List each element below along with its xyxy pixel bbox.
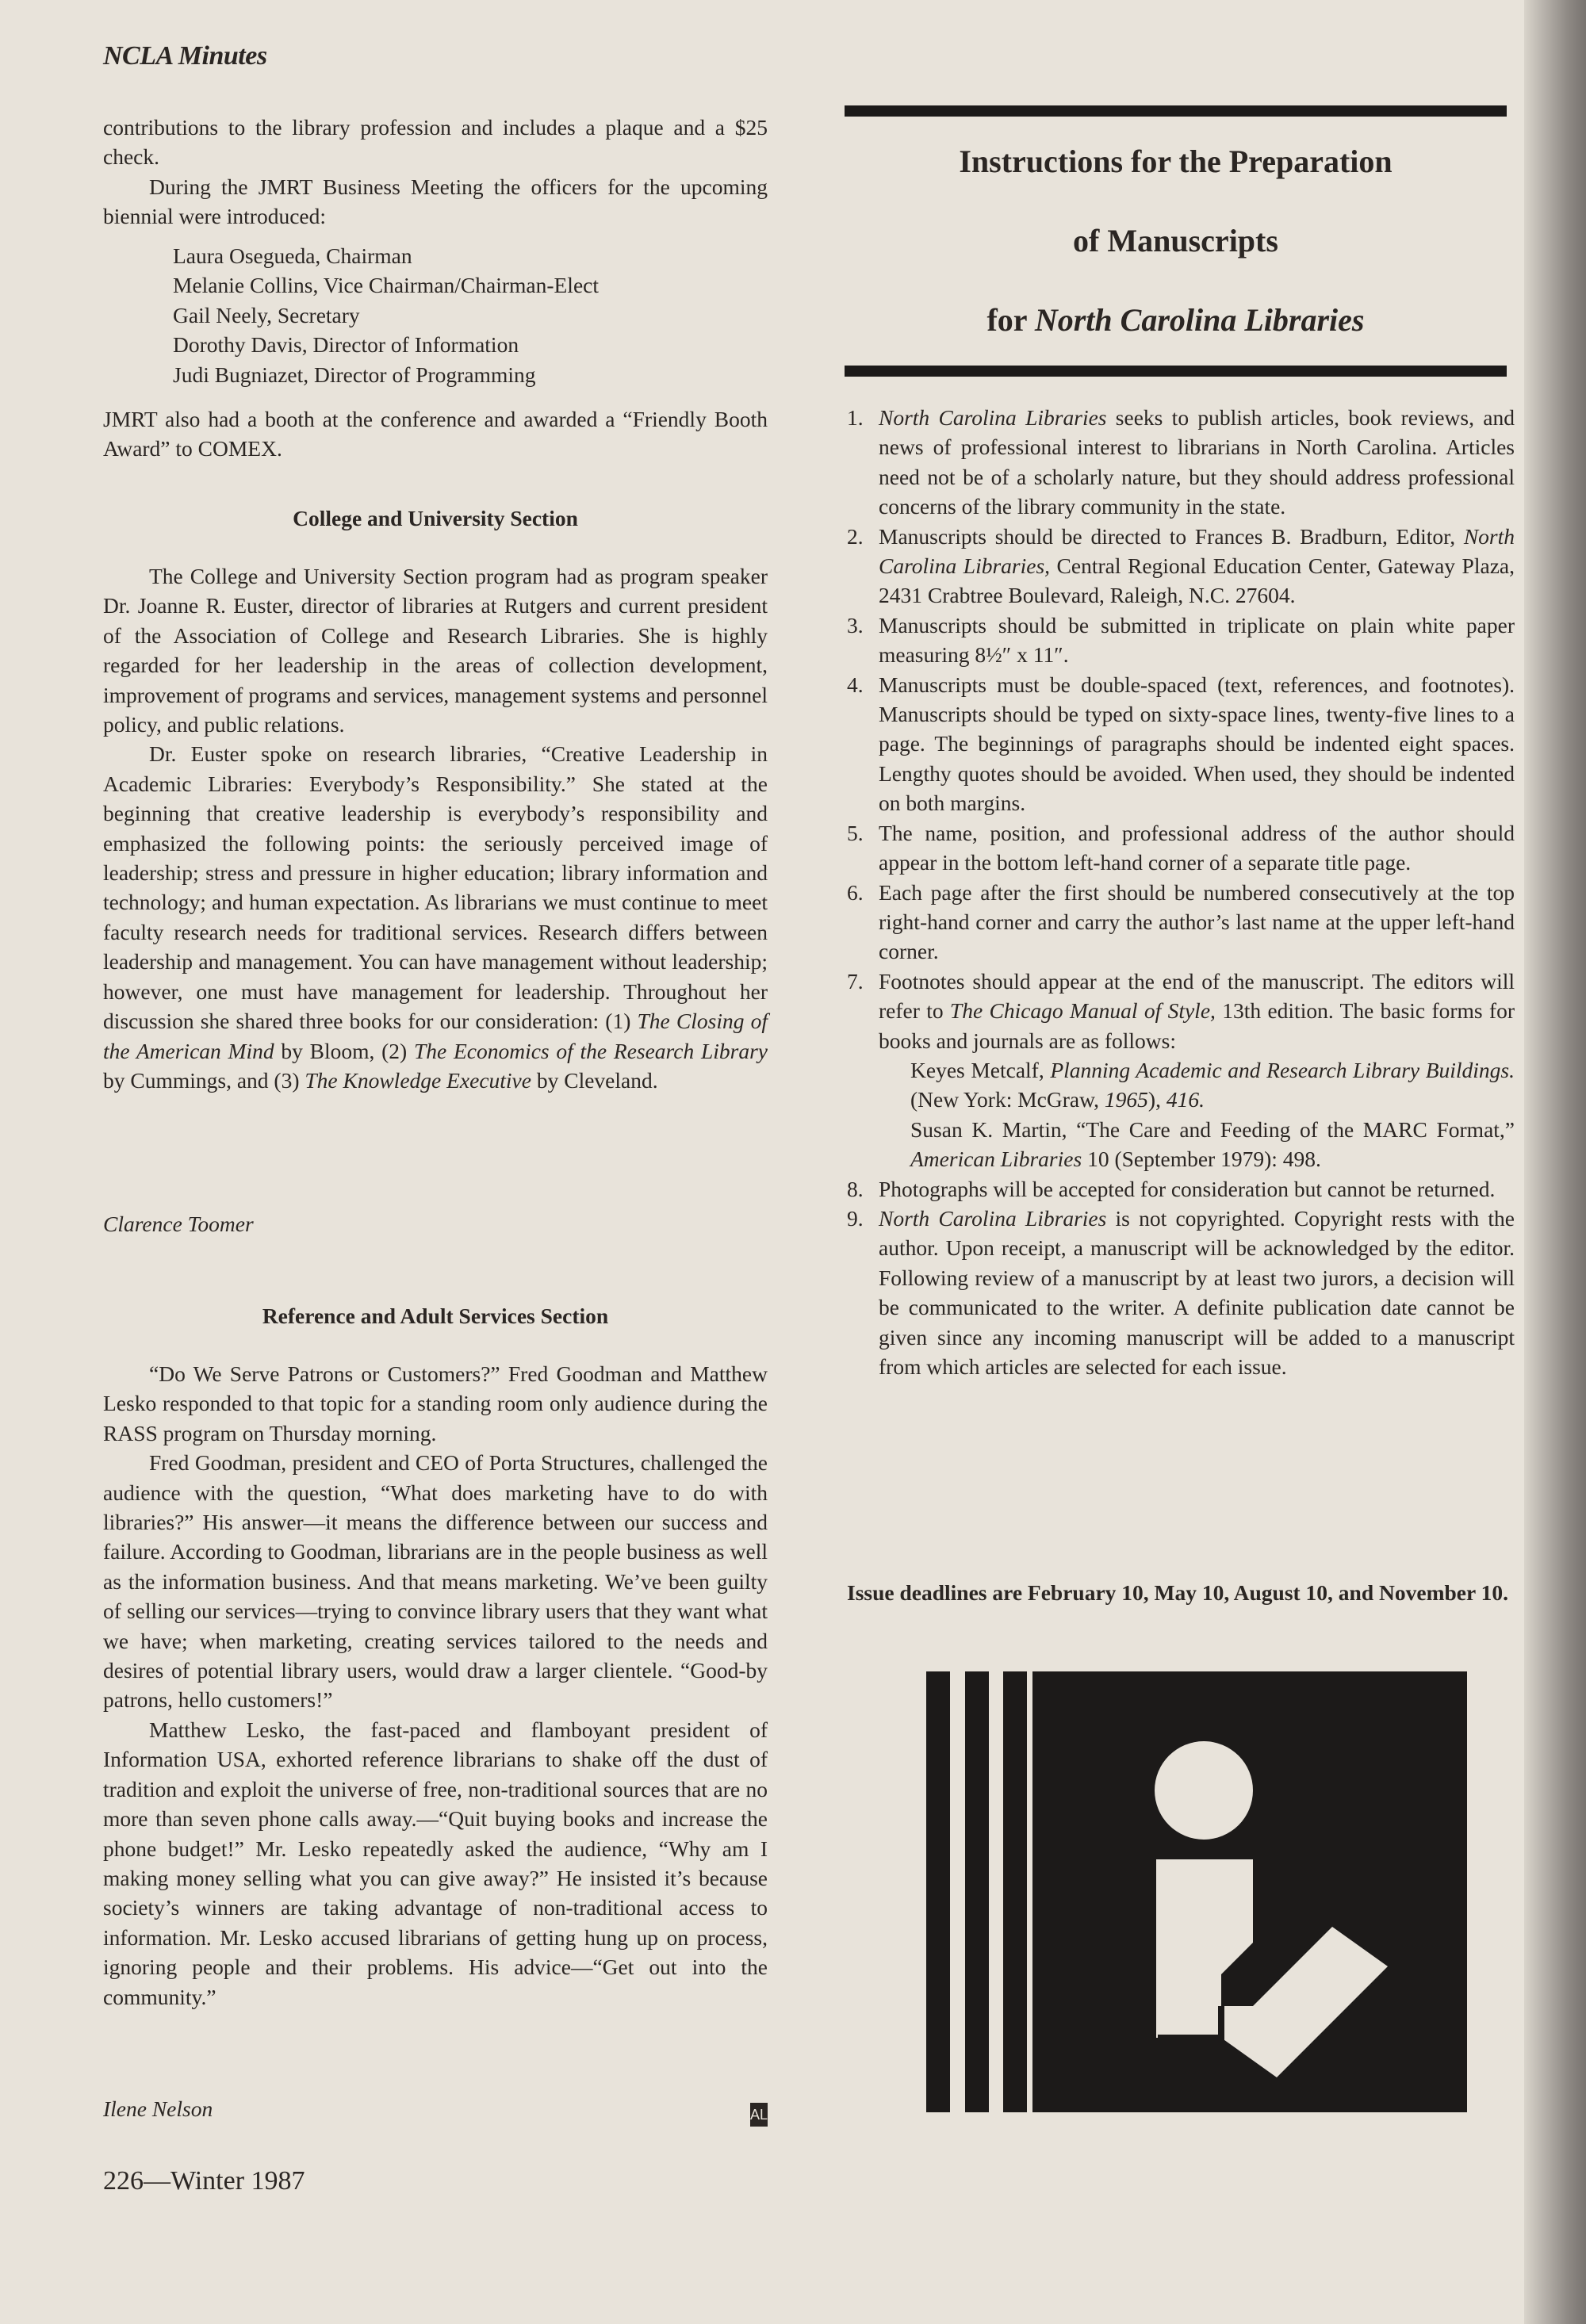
paragraph: [103, 739, 768, 1095]
text-run: Central Regional Education Center, Gateway Plaza, 2431 Crabtree Boulevard, Raleigh, N.C. 27604.: [879, 553, 1515, 608]
italic-text: Planning Academic and Research Library Buildings.: [1050, 1057, 1515, 1082]
item-text: [879, 611, 1515, 670]
item-number: 8.: [847, 1176, 864, 1201]
text-run: “Do We Serve Patrons or Customers?” Fred Goodman and Matthew Lesko responded to that topic for a standing room only audience during the RASS program on Thursday morning.: [103, 1361, 768, 1445]
title-line-1: Instructions for the Preparation: [959, 144, 1393, 179]
title-line-2: of Manuscripts: [1073, 223, 1278, 258]
item-text: [879, 818, 1515, 878]
italic-text: The Closing of the American Mind: [103, 1009, 768, 1063]
instruction-item: [847, 522, 1515, 611]
section-heading-college: College and University Section: [293, 506, 578, 530]
text-run: JMRT also had a booth at the conference and awarded a “Friendly Booth Award” to COMEX.: [103, 407, 768, 461]
paragraph: [103, 172, 768, 232]
text-run: Matthew Lesko, the fast-paced and flamboyant president of Information USA, exhorted reference librarians to shake off the dust of tradition and exploit the universe of free, non-traditional sources that are no more than seven phone calls away.—“Quit buying books and increase the phone budget!” Mr. Lesko repeatedly asked the audience, “Why am I making money selling what you can give away?” He insisted it’s because society’s winners are taking advantage of non-traditional access to information. Mr. Lesko accused librarians of getting hung up on process, ignoring people and their problems. His advice—“Get out into the community.”: [103, 1717, 768, 2009]
instruction-item: [847, 403, 1515, 522]
item-number: 3.: [847, 612, 864, 637]
item-number: 1.: [847, 405, 864, 430]
paragraph: [103, 1359, 768, 1448]
instructions-list: [847, 403, 1515, 1381]
italic-text: North Carolina Libraries: [879, 405, 1107, 430]
library-information-logo-icon: [920, 1665, 1475, 2117]
text-run: seeks to publish articles, book reviews, and news of professional interest to librarians in North Carolina. Articles need not be of a scholarly nature, but they should address professional concerns of the library community in the state.: [879, 405, 1515, 519]
italic-text: North Carolina Libraries: [879, 1205, 1107, 1231]
running-head: NCLA Minutes: [103, 41, 267, 71]
logo-head: [1155, 1741, 1253, 1840]
paragraph: [103, 1715, 768, 2012]
item-number: 2.: [847, 523, 864, 549]
text-run: Fred Goodman, president and CEO of Porta Structures, challenged the audience with the question, “What does marketing have to do with libraries?” His answer—it means the difference between our success and failure. According to Goodman, librarians are in the people business as well as the information business. And that means marketing. We’ve been guilty of selling our services—trying to convince library users that they want what we have; when marketing, creating services tailored to the needs and desires of potential library users, would draw a larger clientele. “Good-by patrons, hello customers!”: [103, 1450, 768, 1713]
jmrt-booth: [103, 404, 768, 464]
text-run: Manuscripts must be double-spaced (text, references, and footnotes). Manuscripts should be typed on sixty-space lines, twenty-five lines to a page. The beginnings of paragraphs should be indented eight spaces. Lengthy quotes should be avoided. When used, they should be indented on both margins.: [879, 672, 1515, 816]
italic-text: 1965: [1104, 1087, 1148, 1112]
title-journal-name: North Carolina Libraries: [1034, 302, 1365, 338]
instruction-item: [847, 611, 1515, 670]
paragraph: [103, 561, 768, 739]
text-run: is not copyrighted. Copyright rests with the author. Upon receipt, a manuscript will be acknowledged by the editor. Following review of a manuscript by at least two jurors, a decision will be communicated to the writer. A definite publication date cannot be given since any incoming manuscript will be added to a manuscript from which articles are selected for each issue.: [879, 1205, 1515, 1379]
text-run: 10 (September 1979): 498.: [1082, 1147, 1321, 1172]
text-run: The name, position, and professional address of the author should appear in the bottom left-hand corner of a separate title page.: [879, 820, 1515, 875]
instruction-item: [847, 1174, 1515, 1204]
officer: Judi Bugniazet, Director of Programming: [173, 362, 536, 387]
officer: Gail Neely, Secretary: [173, 302, 360, 327]
instruction-item: [847, 670, 1515, 818]
text-run: Susan K. Martin, “The Care and Feeding of the MARC Format,”: [910, 1116, 1515, 1142]
italic-text: The Economics of the Research Library: [413, 1038, 768, 1063]
citation-example: [879, 1055, 1515, 1115]
officer: Melanie Collins, Vice Chairman/Chairman-Elect: [173, 273, 600, 298]
logo-bar: [965, 1671, 989, 2112]
italic-text: American Libraries: [910, 1147, 1082, 1172]
section-heading-reference: Reference and Adult Services Section: [262, 1304, 609, 1328]
item-number: 7.: [847, 968, 864, 994]
item-text: [879, 1204, 1515, 1381]
text-run: During the JMRT Business Meeting the officers for the upcoming biennial were introduced:: [103, 174, 768, 229]
text-run: 13th edition. The basic forms for books and journals are as follows:: [879, 998, 1515, 1053]
paragraph: [103, 1448, 768, 1715]
text-run: The College and University Section program had as program speaker Dr. Joanne R. Euster, director of libraries at Rutgers and current president of the Association of College and Research Libraries. She is highly regarded for her leadership in the areas of collection development, improvement of programs and services, management systems and personnel policy, and public relations.: [103, 564, 768, 737]
instruction-item: [847, 1204, 1515, 1381]
text-run: contributions to the library profession and includes a plaque and a $25 check.: [103, 115, 768, 170]
text-run: by Bloom, (2): [274, 1038, 414, 1063]
paragraph: [103, 404, 768, 464]
item-text: [879, 522, 1515, 611]
officer: Dorothy Davis, Director of Information: [173, 332, 519, 358]
text-run: by Cleveland.: [531, 1067, 658, 1093]
item-text: [879, 878, 1515, 967]
text-run: Each page after the first should be numbered consecutively at the top right-hand corner and carry the author’s last name at the upper left-hand corner.: [879, 879, 1515, 964]
bottom-rule: [845, 366, 1507, 377]
signature-reference: Ilene Nelson: [103, 2096, 213, 2121]
text-run: Keyes Metcalf,: [910, 1057, 1051, 1082]
text-run: (New York: McGraw,: [910, 1087, 1105, 1112]
title-prefix: for: [986, 302, 1035, 338]
american-libraries-mark: AL: [750, 2103, 768, 2127]
citation-example: [879, 1115, 1515, 1174]
top-rule: [845, 105, 1507, 117]
text-run: Photographs will be accepted for consideration but cannot be returned.: [879, 1176, 1496, 1201]
reference-section-body: [103, 1359, 768, 2012]
text-run: Footnotes should appear at the end of the manuscript. The editors will refer to: [879, 968, 1515, 1024]
italic-text: The Chicago Manual of Style,: [949, 998, 1216, 1024]
item-text: [879, 403, 1515, 522]
instruction-item: [847, 878, 1515, 967]
item-number: 5.: [847, 820, 864, 845]
text-run: ),: [1147, 1087, 1167, 1112]
signature-college: Clarence Toomer: [103, 1212, 254, 1236]
officer: Laura Osegueda, Chairman: [173, 243, 412, 268]
title-line-3: [845, 301, 1507, 339]
page-footer: 226—Winter 1987: [103, 2166, 305, 2196]
item-text: [879, 670, 1515, 818]
text-run: Dr. Euster spoke on research libraries, “Creative Leadership in Academic Libraries: Everybody’s Responsibility.” She stated at the beginning that creative leadership is everybody’s responsibility and emphasized the following points: the seriously perceived image of leadership; stress and pressure in higher education; library information and technology; and human expectation. As librarians we must continue to meet faculty research needs for traditional services. Research differs between leadership and management. You can have management without leadership; however, one must have management for leadership. Throughout her discussion she shared three books for our consideration: (1): [103, 741, 768, 1034]
italic-text: The Knowledge Executive: [305, 1067, 531, 1093]
text-run: Manuscripts should be directed to Frances B. Bradburn, Editor,: [879, 523, 1464, 549]
logo-bar: [1003, 1671, 1027, 2112]
issue-deadlines: Issue deadlines are February 10, May 10, August 10, and November 10.: [847, 1580, 1508, 1605]
page-edge-shadow: [1524, 0, 1586, 2324]
italic-text: North Carolina Libraries,: [879, 523, 1515, 579]
college-section-body: [103, 561, 768, 1095]
item-text: [879, 1174, 1515, 1204]
item-text: [879, 967, 1515, 1055]
paragraph: [103, 113, 768, 172]
text-run: by Cummings, and (3): [103, 1067, 305, 1093]
instruction-item: [847, 967, 1515, 1174]
officers-list: [103, 241, 837, 389]
italic-text: 416.: [1166, 1087, 1205, 1112]
item-number: 6.: [847, 879, 864, 905]
instruction-item: [847, 818, 1515, 878]
intro-section: [103, 113, 768, 232]
instructions-list-container: [847, 403, 1515, 1381]
logo-bar: [926, 1671, 950, 2112]
text-run: Manuscripts should be submitted in triplicate on plain white paper measuring 8½″ x 11″.: [879, 612, 1515, 668]
item-number: 9.: [847, 1205, 864, 1231]
item-number: 4.: [847, 672, 864, 697]
